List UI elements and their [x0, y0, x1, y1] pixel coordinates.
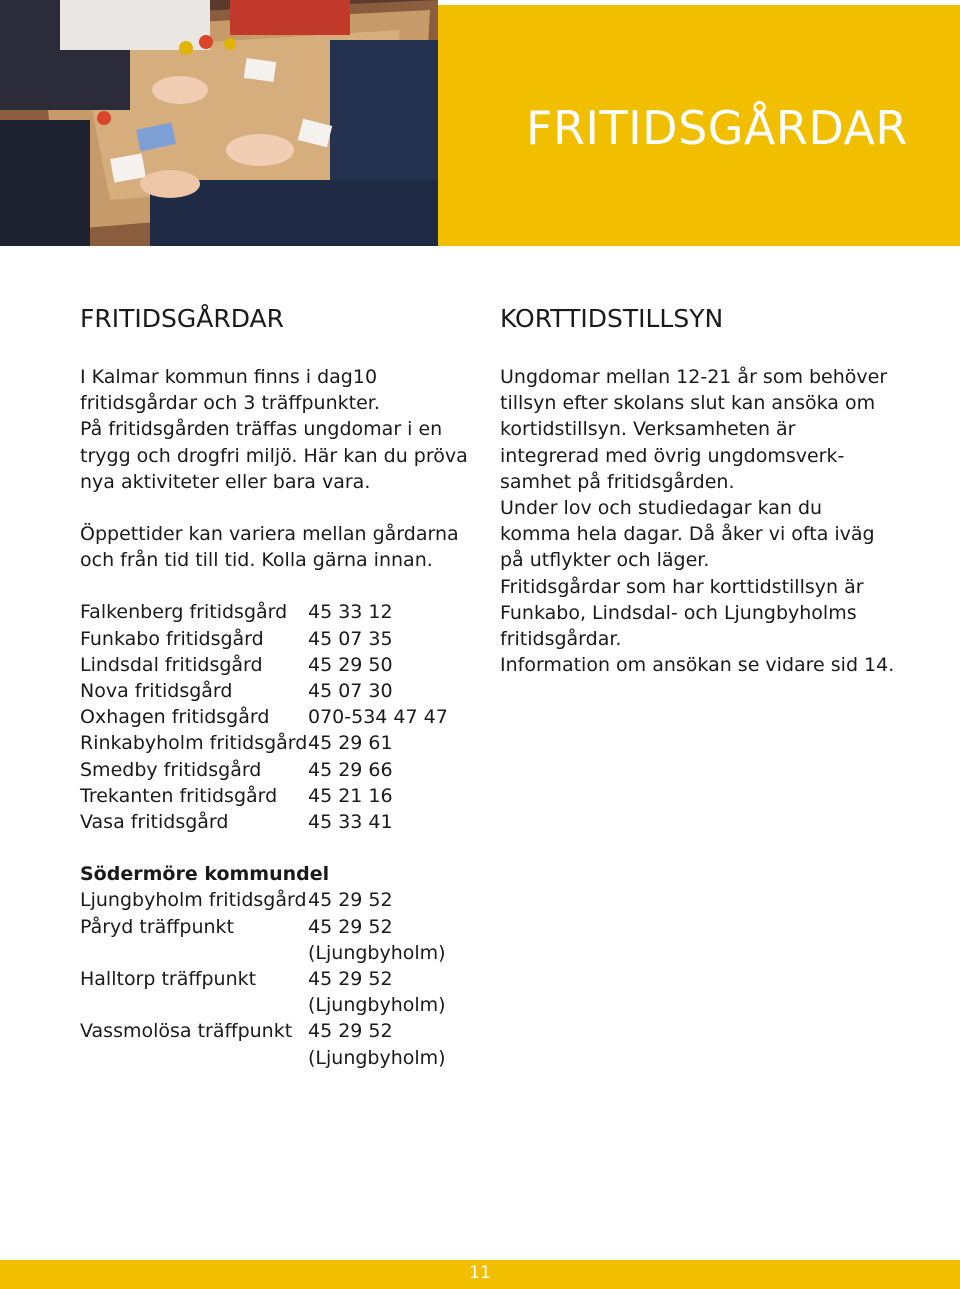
photo-card-game — [0, 0, 438, 246]
text-line: integrerad med övrig ungdomsverk- — [500, 444, 845, 467]
list-item — [80, 966, 446, 992]
hours-paragraph — [80, 521, 480, 573]
center-name: Oxhagen fritidsgård — [80, 706, 270, 729]
center-phone: 45 29 52 — [308, 1020, 393, 1043]
sodermore-list — [80, 887, 446, 1070]
center-name: Ljungbyholm fritidsgård — [80, 889, 307, 912]
center-phone: 45 29 52 — [308, 915, 393, 938]
text-line: fritidsgårdar. — [500, 628, 622, 651]
section-heading-fritidsgardar: FRITIDSGÅRDAR — [80, 304, 285, 333]
list-item — [80, 704, 448, 730]
spacer — [80, 573, 480, 599]
title-banner — [438, 5, 960, 246]
intro-line: trygg och drogfri miljö. Här kan du pröva — [80, 444, 468, 467]
list-item — [80, 887, 446, 913]
list-item — [80, 599, 448, 625]
center-name: Falkenberg fritidsgård — [80, 601, 288, 624]
list-item — [80, 626, 448, 652]
center-phone: 45 29 61 — [308, 732, 393, 755]
list-item — [80, 757, 448, 783]
center-name: Halltorp träffpunkt — [80, 968, 257, 991]
list-item — [80, 809, 448, 835]
intro-line: fritidsgårdar och 3 träffpunkter. — [80, 392, 380, 415]
list-item — [80, 652, 448, 678]
list-item — [80, 678, 448, 704]
center-name: Funkabo fritidsgård — [80, 627, 264, 650]
text-line: Under lov och studiedagar kan du — [500, 497, 823, 520]
list-item-note — [80, 940, 446, 966]
intro-line: På fritidsgården träffas ungdomar i en — [80, 418, 443, 441]
list-item — [80, 783, 448, 809]
banner-title: FRITIDSGÅRDAR — [526, 101, 908, 155]
center-note: (Ljungbyholm) — [308, 941, 446, 964]
text-line: Ungdomar mellan 12-21 år som behöver — [500, 366, 888, 388]
page-number: 11 — [469, 1263, 491, 1283]
text-line: Information om ansökan se vidare sid 14. — [500, 654, 895, 677]
text-line: komma hela dagar. Då åker vi ofta iväg — [500, 523, 875, 546]
center-name: Vasa fritidsgård — [80, 811, 229, 834]
text-line: Fritidsgårdar som har korttidstillsyn är — [500, 575, 864, 598]
hours-line: och från tid till tid. Kolla gärna innan. — [80, 549, 433, 572]
center-name: Smedby fritidsgård — [80, 758, 262, 781]
center-note: (Ljungbyholm) — [308, 994, 446, 1017]
list-item-note — [80, 1045, 446, 1071]
spacer — [80, 835, 480, 861]
text-line: tillsyn efter skolans slut kan ansöka om — [500, 392, 876, 415]
intro-line: I Kalmar kommun finns i dag10 — [80, 366, 378, 388]
center-name: Lindsdal fritidsgård — [80, 653, 263, 676]
photo-card-game-illustration — [0, 0, 438, 246]
centers-list — [80, 599, 448, 835]
spacer — [80, 495, 480, 521]
center-phone: 45 33 41 — [308, 811, 393, 834]
center-phone: 45 07 35 — [308, 627, 393, 650]
center-name: Rinkabyholm fritidsgård — [80, 732, 308, 755]
center-name: Vassmolösa träffpunkt — [80, 1020, 293, 1043]
center-name: Påryd träffpunkt — [80, 915, 234, 938]
center-phone: 45 07 30 — [308, 680, 393, 703]
center-phone: 45 33 12 — [308, 601, 393, 624]
hours-line: Öppettider kan variera mellan gårdarna — [80, 523, 459, 546]
right-column — [500, 303, 920, 678]
text-line: Funkabo, Lindsdal- och Ljungbyholms — [500, 601, 857, 624]
footer-bar — [0, 1260, 960, 1289]
center-name: Trekanten fritidsgård — [80, 784, 278, 807]
center-note: (Ljungbyholm) — [308, 1046, 446, 1069]
center-phone: 45 29 66 — [308, 758, 393, 781]
list-item — [80, 1018, 446, 1044]
text-line: på utflykter och läger. — [500, 549, 710, 572]
center-phone: 070-534 47 47 — [308, 706, 448, 729]
center-phone: 45 29 52 — [308, 968, 393, 991]
text-line: samhet på fritidsgården. — [500, 470, 735, 493]
center-name: Nova fritidsgård — [80, 680, 233, 703]
center-phone: 45 29 52 — [308, 889, 393, 912]
korttidstillsyn-paragraph — [500, 364, 920, 678]
left-column — [80, 303, 480, 1071]
list-item-note — [80, 992, 446, 1018]
text-line: kortidstillsyn. Verksamheten är — [500, 418, 796, 441]
center-phone: 45 29 50 — [308, 653, 393, 676]
intro-paragraph — [80, 364, 480, 495]
intro-line: nya aktiviteter eller bara vara. — [80, 470, 371, 493]
subheading-sodermore: Södermöre kommundel — [80, 863, 330, 886]
center-phone: 45 21 16 — [308, 784, 393, 807]
section-heading-korttidstillsyn: KORTTIDSTILLSYN — [500, 304, 724, 333]
list-item — [80, 914, 446, 940]
list-item — [80, 730, 448, 756]
